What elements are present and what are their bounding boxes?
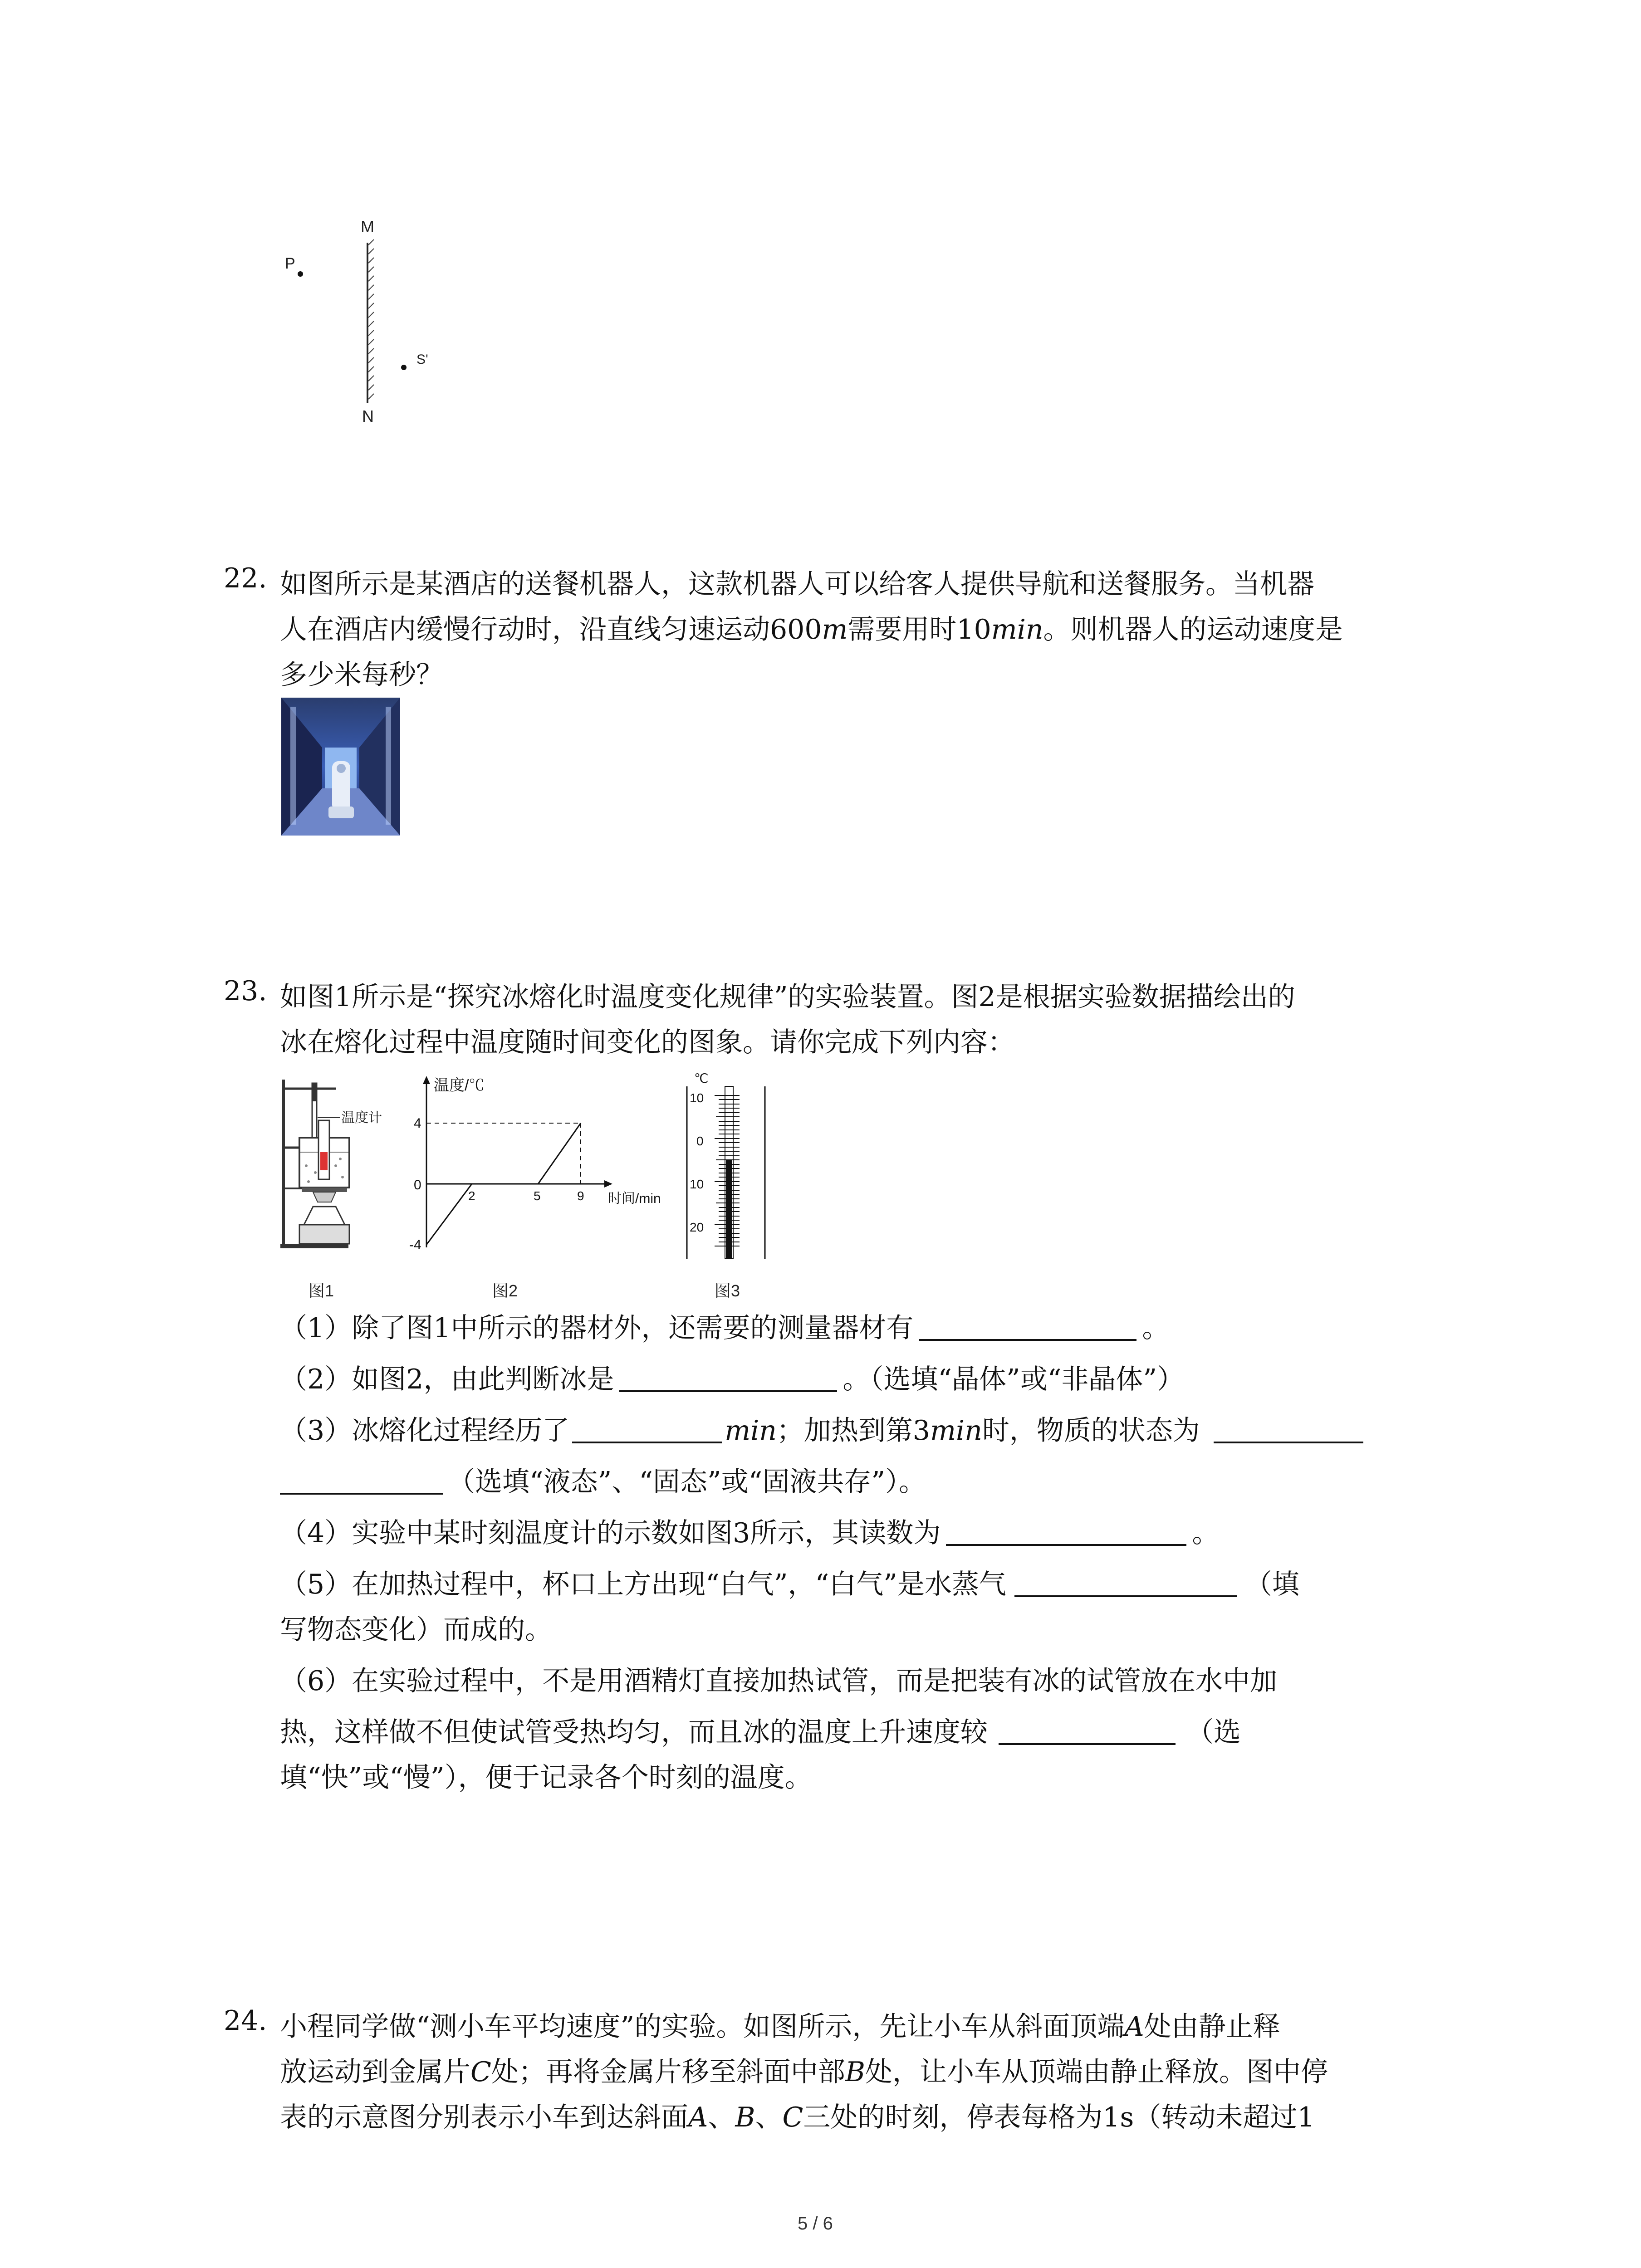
q23-item-5-text: （5）在加热过程中，杯口上方出现“白气”，“白气”是水蒸气 xyxy=(280,1569,1006,1600)
question-24-number: 24. xyxy=(224,2005,267,2037)
q23-item-6-text-2: （选 xyxy=(1186,1716,1241,1748)
q23-item-3-unit-2: min xyxy=(930,1415,982,1447)
graph-xtick-5: 5 xyxy=(534,1189,541,1203)
q24-text: 处；再将金属片移至斜面中部 xyxy=(491,2056,845,2088)
q22-time-value: 10 xyxy=(956,614,991,645)
graph-y-label: 温度/℃ xyxy=(434,1077,485,1094)
q24-text: 、 xyxy=(708,2102,735,2133)
graph-xtick-2: 2 xyxy=(468,1189,475,1203)
q22-distance-value: 600 xyxy=(770,614,822,645)
q22-text: 。则机器人的运动速度是 xyxy=(1043,614,1343,645)
plane-mirror-figure xyxy=(272,213,454,435)
q23-item-1 xyxy=(280,1306,1169,1345)
q24-line-1 xyxy=(280,2005,1280,2044)
answer-blank-5[interactable] xyxy=(1014,1568,1237,1597)
thermometer-label: 温度计 xyxy=(341,1110,382,1125)
q23-item-3 xyxy=(280,1409,1363,1448)
q23-item-5-cont: 写物态变化）而成的。 xyxy=(280,1614,552,1646)
thermometer-liquid-column xyxy=(726,1160,732,1259)
mirror-label-m: M xyxy=(361,217,374,236)
q24-text: 放运动到金属片 xyxy=(280,2056,470,2088)
mirror-label-n: N xyxy=(362,407,374,425)
figure-1-apparatus xyxy=(272,1075,408,1256)
thermometer-tick-20: 20 xyxy=(690,1220,704,1234)
q24-text: （转动未超过1 xyxy=(1134,2102,1315,2133)
q23-item-3-cont xyxy=(280,1460,926,1499)
answer-blank-3b-cont[interactable] xyxy=(280,1466,443,1495)
answer-blank-3b[interactable] xyxy=(1214,1414,1363,1443)
q23-item-1-text: （1）除了图1中所示的器材外，还需要的测量器材有 xyxy=(280,1312,914,1344)
q24-line-2 xyxy=(280,2050,1328,2089)
point-p-label: P xyxy=(285,255,295,272)
q23-item-3-options: （选填“液态”、“固态”或“固液共存”）。 xyxy=(448,1466,926,1498)
graph-ytick-minus-4: -4 xyxy=(409,1237,421,1252)
figure-3-thermometer xyxy=(671,1068,780,1268)
q23-item-2-end: 。（选填“晶体”或“非晶体”） xyxy=(843,1364,1185,1395)
q23-item-6-text: 热，这样做不但使试管受热均匀，而且冰的温度上升速度较 xyxy=(280,1716,988,1748)
q22-text: 需要用时 xyxy=(847,614,957,645)
question-22-number: 22. xyxy=(224,562,267,594)
q24-text: 小程同学做“测小车平均速度”的实验。如图所示，先让小车从斜面顶端 xyxy=(280,2011,1125,2043)
q23-item-4 xyxy=(280,1511,1219,1550)
q22-line-3: 多少米每秒？ xyxy=(280,659,443,691)
graph-ytick-4: 4 xyxy=(414,1116,421,1131)
question-23-number: 23. xyxy=(224,975,267,1007)
q23-item-6: （6）在实验过程中，不是用酒精灯直接加热试管，而是把装有冰的试管放在水中加 xyxy=(280,1665,1278,1697)
answer-blank-6[interactable] xyxy=(999,1716,1176,1745)
thermometer-tick-0: 0 xyxy=(696,1134,704,1148)
answer-blank-3a[interactable] xyxy=(572,1414,722,1443)
point-s-prime-label: S' xyxy=(416,352,428,367)
graph-ytick-0: 0 xyxy=(414,1178,421,1193)
delivery-robot-photo xyxy=(281,698,400,836)
q22-time-unit: min xyxy=(991,614,1043,645)
point-s-prime xyxy=(401,365,407,370)
q23-item-6-line-3: 填“快”或“慢”），便于记录各个时刻的温度。 xyxy=(280,1762,812,1794)
answer-blank-2[interactable] xyxy=(619,1363,837,1392)
q23-item-2-text: （2）如图2，由此判断冰是 xyxy=(280,1364,614,1395)
q23-item-3-unit: min xyxy=(725,1415,777,1447)
q23-item-2 xyxy=(280,1358,1184,1397)
q23-item-6-line-2 xyxy=(280,1711,1241,1750)
figure-2-caption: 图2 xyxy=(492,1281,518,1300)
q24-text: 、 xyxy=(755,2102,783,2133)
thermometer-tick-10-top: 10 xyxy=(690,1091,704,1105)
q23-item-5 xyxy=(280,1563,1299,1602)
q23-item-3-minute: 3 xyxy=(912,1415,931,1447)
page-number: 5 / 6 xyxy=(798,2214,833,2234)
q24-point-c: C xyxy=(470,2056,491,2088)
point-p xyxy=(298,271,303,277)
q24-text: 表的示意图分别表示小车到达斜面 xyxy=(280,2102,688,2133)
q23-line-2: 冰在熔化过程中温度随时间变化的图象。请你完成下列内容： xyxy=(280,1026,1015,1058)
answer-blank-1[interactable] xyxy=(919,1312,1136,1341)
figure-1-caption: 图1 xyxy=(309,1281,334,1300)
figure-3-caption: 图3 xyxy=(715,1281,740,1300)
q24-text: 处由静止释 xyxy=(1144,2011,1280,2043)
q24-line-3 xyxy=(280,2096,1315,2135)
q23-item-1-end: 。 xyxy=(1142,1312,1170,1344)
q24-point-b: B xyxy=(735,2102,755,2133)
q24-text: 三处的时刻，停表每格为 xyxy=(803,2102,1103,2133)
thermometer-unit: ℃ xyxy=(694,1071,709,1085)
q24-point-a: A xyxy=(688,2102,708,2133)
q23-item-5-text-2: （填 xyxy=(1244,1569,1299,1600)
q24-point-a: A xyxy=(1124,2011,1144,2043)
q23-item-4-end: 。 xyxy=(1192,1517,1220,1549)
answer-blank-4[interactable] xyxy=(946,1517,1186,1546)
q23-item-3-text: （3）冰熔化过程经历了 xyxy=(280,1415,570,1447)
q22-line-2 xyxy=(280,608,1343,647)
thermometer-tick-10-bottom: 10 xyxy=(690,1177,704,1191)
q23-item-4-text: （4）实验中某时刻温度计的示数如图3所示，其读数为 xyxy=(280,1517,941,1549)
q24-point-c: C xyxy=(782,2102,803,2133)
q23-item-3-text-3: 时，物质的状态为 xyxy=(982,1415,1200,1447)
q22-text: 人在酒店内缓慢行动时，沿直线匀速运动 xyxy=(280,614,770,645)
q24-interval: 1s xyxy=(1102,2102,1134,2133)
q23-item-3-text-2: ；加热到第 xyxy=(776,1415,913,1447)
q24-text: 处，让小车从顶端由静止释放。图中停 xyxy=(865,2056,1328,2088)
graph-x-label: 时间/min xyxy=(608,1191,661,1206)
q24-point-b: B xyxy=(845,2056,866,2088)
q23-line-1: 如图1所示是“探究冰熔化时温度变化规律”的实验装置。图2是根据实验数据描绘出的 xyxy=(280,981,1295,1013)
q22-line-1: 如图所示是某酒店的送餐机器人，这款机器人可以给客人提供导航和送餐服务。当机器 xyxy=(280,568,1314,600)
figure-2-temperature-graph xyxy=(399,1075,681,1266)
q22-distance-unit: m xyxy=(822,614,848,645)
graph-xtick-9: 9 xyxy=(577,1189,584,1203)
